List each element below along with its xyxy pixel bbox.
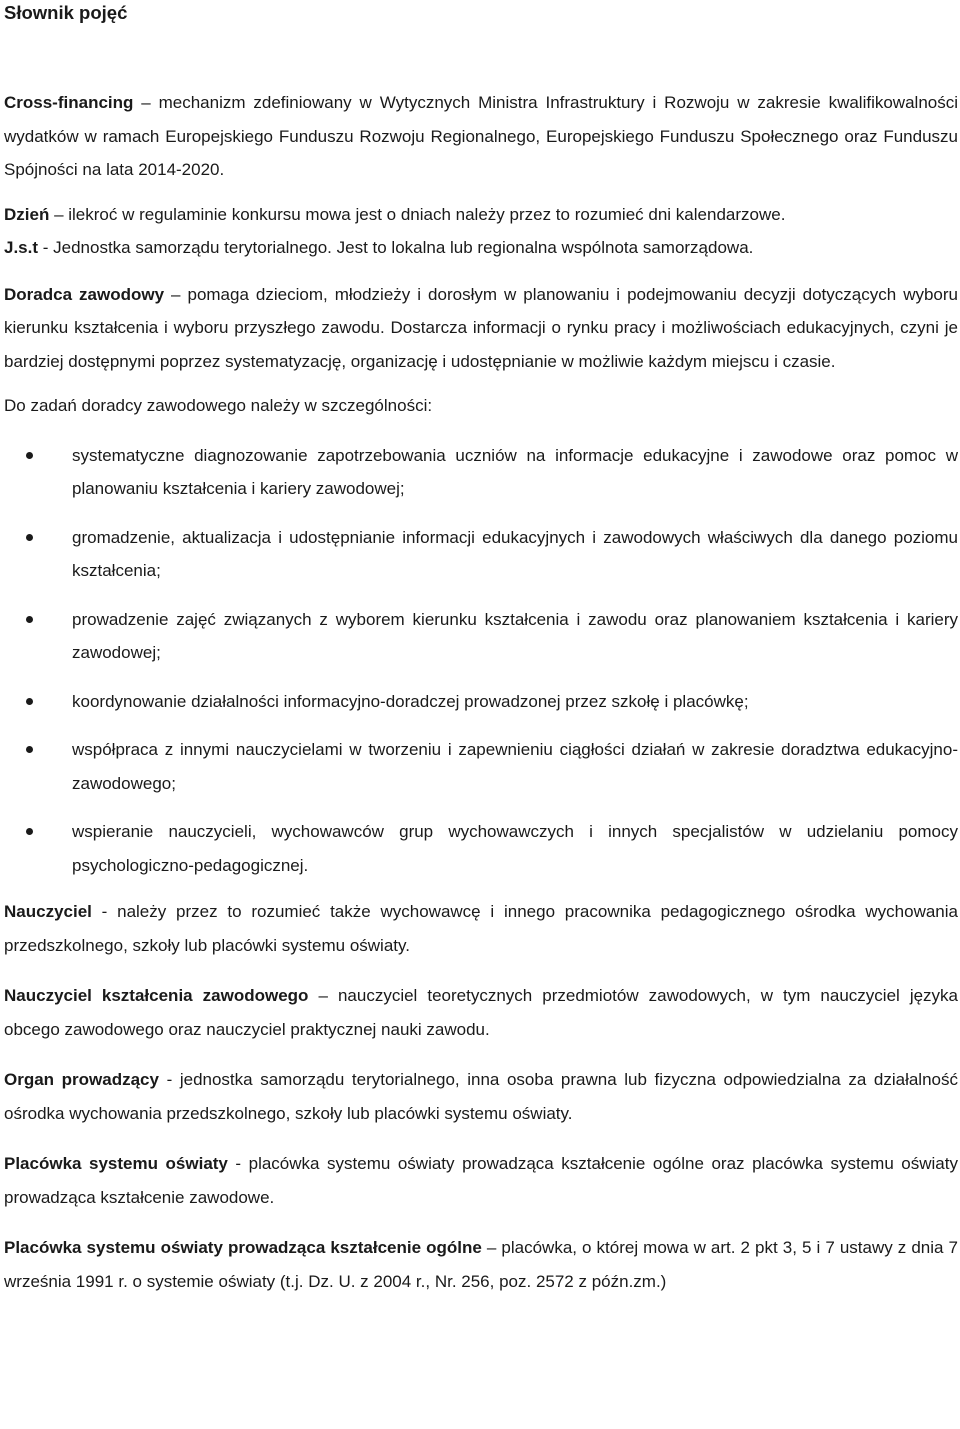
term: Placówka systemu oświaty prowadząca kształcenie ogólne (4, 1238, 482, 1257)
definition: mechanizm zdefiniowany w Wytycznych Ministra Infrastruktury i Rozwoju w zakresie kwalifikowalności wydatków w ramach Europejskiego Funduszu Rozwoju Regionalnego, Europejskiego Funduszu Społecznego oraz Funduszu Spójności na lata 2014-2020. (4, 93, 959, 179)
entry-nauczyciel-ksztalcenia-zawodowego (4, 979, 958, 1046)
definition: pomaga dzieciom, młodzieży i dorosłym w planowaniu i podejmowaniu decyzji dotyczących wyboru kierunku kształcenia i wyboru przyszłego zawodu. Dostarcza informacji o rynku pracy i możliwościach edukacyjnych, czyni je bardziej dostępnymi poprzez systematyzację, organizację i udostępnianie w możliwie każdym miejscu i czasie. (4, 284, 958, 371)
definition: ilekroć w regulaminie konkursu mowa jest o dniach należy przez to rozumieć dni kalendarzowe. (68, 204, 786, 224)
list-item (4, 815, 958, 882)
term-separator: – (308, 986, 338, 1005)
list-item-text: prowadzenie zajęć związanych z wyborem kierunku kształcenia i zawodu oraz planowaniem kształcenia i kariery zawodowej; (72, 609, 958, 662)
term-separator: – (481, 1238, 502, 1257)
entry-doradca-zawodowy (4, 278, 958, 379)
entry-dzien (4, 198, 958, 232)
page-title: Słownik pojęć (4, 2, 128, 23)
term: Cross-financing (4, 93, 134, 112)
bullet-icon (26, 828, 33, 835)
entry-nauczyciel (4, 895, 958, 962)
list-item (4, 521, 958, 588)
list-item (4, 603, 958, 670)
term: Dzień (4, 204, 50, 224)
definition: - należy przez to rozumieć także wychowawcę i innego pracownika pedagogicznego ośrodka wychowania przedszkolnego, szkoły lub placówki systemu oświaty. (4, 902, 958, 955)
duties-list (4, 439, 958, 883)
bullet-icon (26, 698, 33, 705)
bullet-icon (26, 534, 33, 541)
entry-organ-prowadzacy (4, 1063, 958, 1130)
term: Nauczyciel (4, 902, 92, 921)
term-separator: – (164, 284, 188, 304)
definition: - Jednostka samorządu terytorialnego. Jest to lokalna lub regionalna wspólnota samorządowa. (38, 238, 754, 257)
term: Nauczyciel kształcenia zawodowego (4, 986, 309, 1005)
list-item-text: gromadzenie, aktualizacja i udostępnianie informacji edukacyjnych i zawodowych właściwych dla danego poziomu kształcenia; (72, 527, 958, 580)
definition: placówka, o której mowa w art. 2 pkt 3, 5 i 7 ustawy z dnia 7 września 1991 r. o systemie oświaty (t.j. Dz. U. z 2004 r., Nr. 256, poz. 2572 z późn.zm.) (4, 1238, 959, 1291)
list-item-text: współpraca z innymi nauczycielami w tworzeniu i zapewnieniu ciągłości działań w zakresie doradztwa edukacyjno-zawodowego; (72, 740, 958, 793)
definition: nauczyciel teoretycznych przedmiotów zawodowych, w tym nauczyciel języka obcego zawodowego oraz nauczyciel praktycznej nauki zawodu. (4, 986, 959, 1039)
bullet-icon (26, 616, 33, 623)
term: Doradca zawodowy (4, 284, 165, 304)
duties-intro: Do zadań doradcy zawodowego należy w szczególności: (4, 396, 433, 415)
list-item-text: wspieranie nauczycieli, wychowawców grup wychowawczych i innych specjalistów w udzielaniu pomocy psychologiczno-pedagogicznej. (72, 822, 958, 875)
entry-placowka-systemu-oswiaty (4, 1147, 958, 1214)
definition: - placówka systemu oświaty prowadząca kształcenie ogólne oraz placówka systemu oświaty prowadząca kształcenie zawodowe. (4, 1154, 958, 1207)
term: Placówka systemu oświaty (4, 1154, 228, 1173)
term-separator: – (133, 93, 159, 112)
entry-placowka-ksztalcenie-ogolne (4, 1231, 958, 1298)
entry-cross-financing (4, 86, 958, 187)
list-item-text: systematyczne diagnozowanie zapotrzebowania uczniów na informacje edukacyjne i zawodowe oraz pomoc w planowaniu kształcenia i kariery zawodowej; (72, 445, 958, 498)
term: Organ prowadzący (4, 1070, 159, 1089)
list-item (4, 439, 958, 506)
definition: - jednostka samorządu terytorialnego, inna osoba prawna lub fizyczna odpowiedzialna za działalność ośrodka wychowania przedszkolnego, szkoły lub placówki systemu oświaty. (4, 1070, 958, 1123)
term: J.s.t (4, 238, 39, 257)
bullet-icon (26, 452, 33, 459)
list-item (4, 685, 958, 719)
entry-jst (4, 231, 958, 265)
list-item-text: koordynowanie działalności informacyjno-doradczej prowadzonej przez szkołę i placówkę; (72, 691, 749, 711)
glossary-body (4, 86, 958, 1298)
list-item (4, 733, 958, 800)
bullet-icon (26, 746, 33, 753)
term-separator: – (49, 204, 69, 224)
